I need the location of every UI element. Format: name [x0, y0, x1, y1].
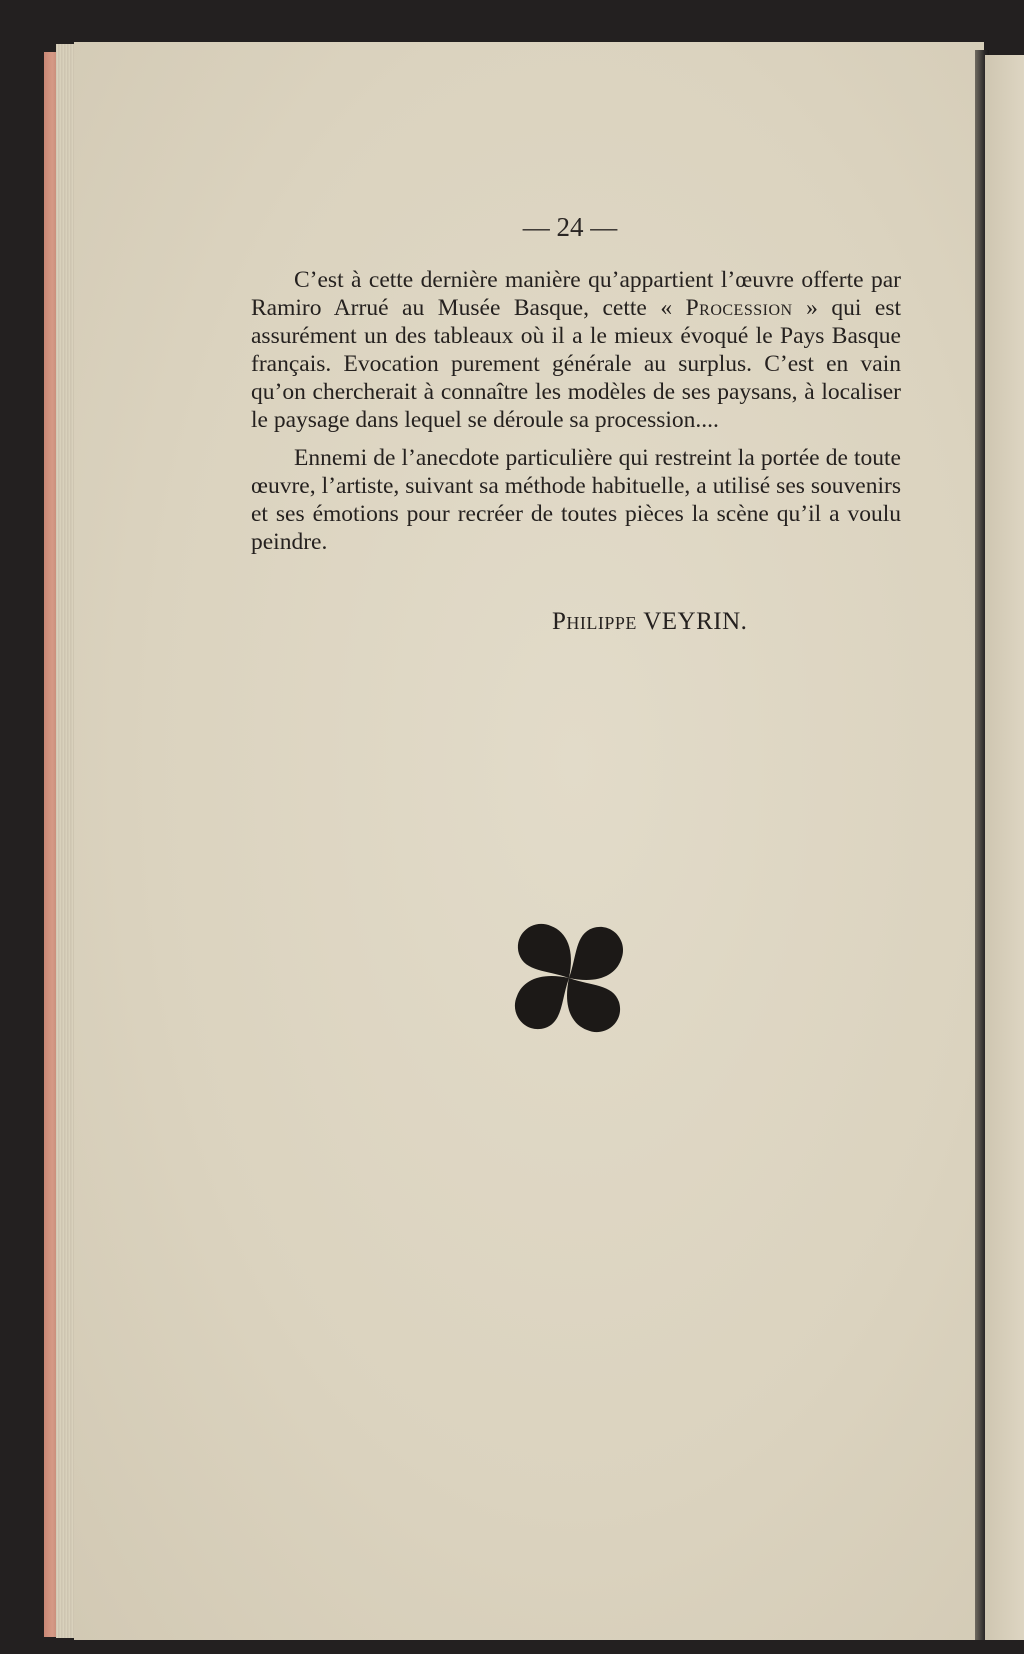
author-signature — [552, 608, 747, 636]
artwork-title: Procession — [685, 295, 793, 321]
page-number: — 24 — — [522, 212, 618, 242]
paragraph-2: Ennemi de l’anecdote particulière qui restreint la portée de toute œuvre, l’artiste, suivant sa méthode habituelle, a utilisé ses souvenirs et ses émotions pour recréer de toutes pièces la scène qu’il a voulu peindre. — [251, 445, 901, 555]
lauburu-basque-cross-icon — [505, 914, 633, 1042]
paragraph-1-intro: C’est à cette dernière manière qu’appartient l’œuvre offerte par Ramiro Arrué au Musée Basque, cette « — [251, 267, 901, 321]
author-last-name: VEYRIN. — [643, 608, 748, 635]
paragraph-1 — [251, 266, 901, 434]
next-page-edge — [985, 55, 1024, 1640]
body-text — [251, 266, 901, 556]
author-first-name: Philippe — [552, 608, 637, 635]
paragraph-1-rest: » qui est assurément un des tableaux où il a le mieux évoqué le Pays Basque français. Evocation purement générale au surplus. C’est en vain qu’on chercherait à connaître les modèles de ses paysans, à localiser le paysage dans lequel se déroule sa procession.... — [251, 295, 902, 433]
